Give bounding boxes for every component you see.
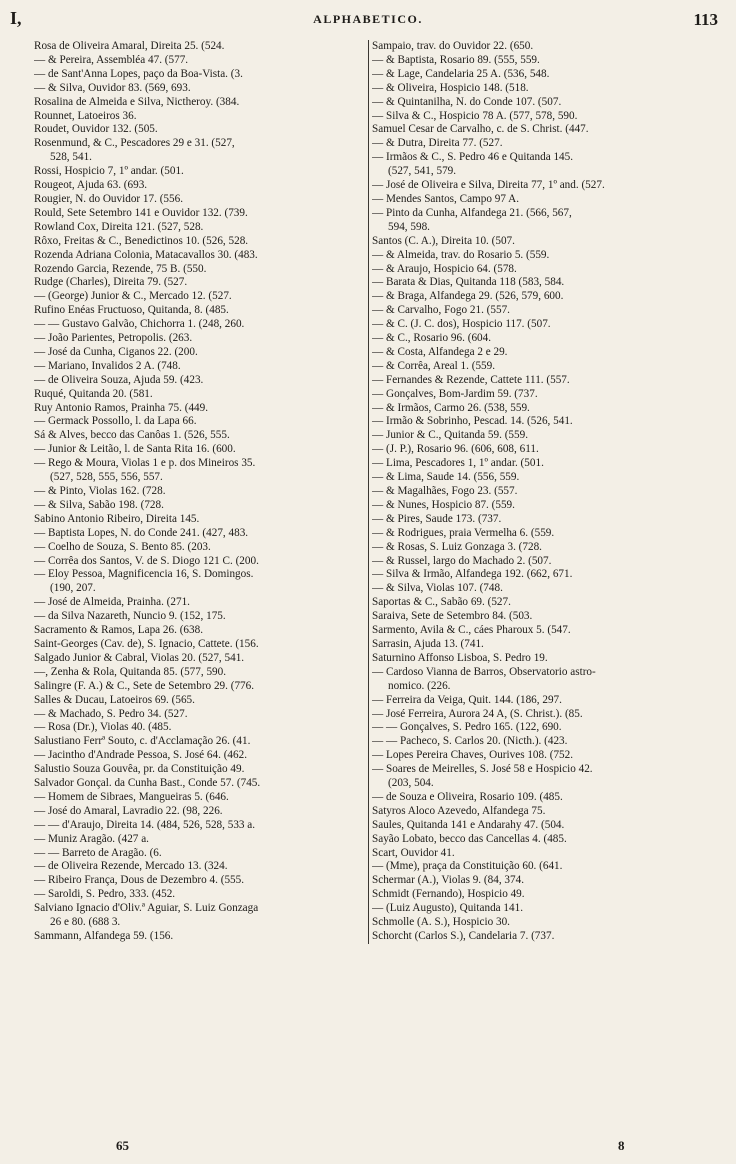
directory-entry-line: — (Luiz Augusto), Quitanda 141. xyxy=(372,902,524,915)
directory-entry-line: Saraiva, Sete de Setembro 84. (503. xyxy=(372,610,533,623)
directory-entry-line: — & C., Rosario 96. (604. xyxy=(372,332,492,345)
directory-entry-line: Rougeot, Ajuda 63. (693. xyxy=(34,179,148,192)
directory-entry-line: (203, 504. xyxy=(388,777,434,790)
directory-entry-line: Rosenmund, & C., Pescadores 29 e 31. (527, xyxy=(34,137,235,150)
directory-entry-line: — (George) Junior & C., Mercado 12. (527. xyxy=(34,290,232,303)
directory-entry-line: — — Barreto de Aragão. (6. xyxy=(34,846,162,859)
directory-entry-line: — (Mme), praça da Constituição 60. (641. xyxy=(372,860,563,873)
running-title: ALPHABETICO. xyxy=(313,12,423,26)
directory-entry-line: — Ferreira da Veiga, Quit. 144. (186, 297. xyxy=(372,693,562,706)
directory-entry-line: Sarrasin, Ajuda 13. (741. xyxy=(372,637,484,650)
directory-entry-line: 594, 598. xyxy=(388,220,430,233)
directory-entry-line: Santos (C. A.), Direita 10. (507. xyxy=(372,234,515,247)
right-column xyxy=(368,40,706,944)
directory-entry-line: — (J. P.), Rosario 96. (606, 608, 611. xyxy=(372,443,539,456)
directory-entry-line: Scart, Ouvidor 41. xyxy=(372,846,455,859)
directory-entry-line: — — Gonçalves, S. Pedro 165. (122, 690. xyxy=(372,721,562,734)
directory-entry-line: Sarmento, Avila & C., cáes Pharoux 5. (547. xyxy=(372,624,571,637)
directory-entry-line: — & Silva, Violas 107. (748. xyxy=(372,582,503,595)
directory-entry-line: — & Rosas, S. Luiz Gonzaga 3. (728. xyxy=(372,540,542,553)
directory-entry-line: — José Ferreira, Aurora 24 A, (S. Christ.). (85. xyxy=(372,707,583,720)
directory-entry-line: — & Russel, largo do Machado 2. (507. xyxy=(372,554,552,567)
directory-entry-line: — & Silva, Sabão 198. (728. xyxy=(34,498,164,511)
directory-entry-line: — da Silva Nazareth, Nuncio 9. (152, 175. xyxy=(34,610,226,623)
directory-entry-line: Sacramento & Ramos, Lapa 26. (638. xyxy=(34,624,204,637)
directory-entry-line: — & Pires, Saude 173. (737. xyxy=(372,512,502,525)
directory-entry-line: Sá & Alves, becco das Canôas 1. (526, 555. xyxy=(34,429,230,442)
directory-entry-line: — & Oliveira, Hospicio 148. (518. xyxy=(372,81,529,94)
directory-entry-line: Ruy Antonio Ramos, Prainha 75. (449. xyxy=(34,401,209,414)
directory-entry-line: (527, 541, 579. xyxy=(388,165,457,178)
directory-entry-line: — Germack Possollo, l. da Lapa 66. xyxy=(34,415,197,428)
directory-entry-line: Salustio Souza Gouvêa, pr. da Constituição 49. xyxy=(34,763,245,776)
directory-entry-line: Salingre (F. A.) & C., Sete de Setembro 29. (776. xyxy=(34,679,255,692)
directory-entry-line: — & Lima, Saude 14. (556, 559. xyxy=(372,471,520,484)
directory-entry-line: — & Pereira, Assembléa 47. (577. xyxy=(34,53,189,66)
directory-entry-line: — Saroldi, S. Pedro, 333. (452. xyxy=(34,888,176,901)
directory-entry-line: — de Oliveira Rezende, Mercado 13. (324. xyxy=(34,860,228,873)
directory-entry-line: — & Irmãos, Carmo 26. (538, 559. xyxy=(372,401,530,414)
directory-entry-line: — & Rodrigues, praia Vermelha 6. (559. xyxy=(372,526,555,539)
directory-entry-line: Rozenda Adriana Colonia, Matacavallos 30. (483. xyxy=(34,248,258,261)
directory-entry-line: — Homem de Sibraes, Mangueiras 5. (646. xyxy=(34,790,229,803)
directory-entry-line: — & Corrêa, Areal 1. (559. xyxy=(372,359,496,372)
directory-entry-line: — & Quintanilha, N. do Conde 107. (507. xyxy=(372,95,562,108)
directory-entry-line: — & Carvalho, Fogo 21. (557. xyxy=(372,304,510,317)
directory-entry-line: Ruqué, Quitanda 20. (581. xyxy=(34,387,153,400)
corner-mark: I, xyxy=(10,8,22,28)
directory-entry-line: — Eloy Pessoa, Magnificencia 16, S. Domingos. xyxy=(34,568,254,581)
directory-entry-line: Saportas & C., Sabão 69. (527. xyxy=(372,596,511,609)
directory-entry-line: nomico. (226. xyxy=(388,679,451,692)
directory-entry-line: — de Souza e Oliveira, Rosario 109. (485. xyxy=(372,790,563,803)
directory-entry-line: Samuel Cesar de Carvalho, c. de S. Christ. (447. xyxy=(372,123,589,136)
left-column xyxy=(34,40,368,944)
directory-entry-line: — de Oliveira Souza, Ajuda 59. (423. xyxy=(34,373,204,386)
directory-entry-line: — & Almeida, trav. do Rosario 5. (559. xyxy=(372,248,550,261)
directory-entry-line: — — Pacheco, S. Carlos 20. (Nicth.). (423. xyxy=(372,735,568,748)
directory-entry-line: (190, 207. xyxy=(50,582,96,595)
directory-entry-line: — & Silva, Ouvidor 83. (569, 693. xyxy=(34,81,191,94)
directory-entry-line: Schmolle (A. S.), Hospicio 30. xyxy=(372,916,510,929)
directory-entry-line: Satyros Aloco Azevedo, Alfandega 75. xyxy=(372,804,546,817)
directory-entry-line: — José de Oliveira e Silva, Direita 77, 1º and. (527. xyxy=(372,179,605,192)
directory-entry-line: — & C. (J. C. dos), Hospicio 117. (507. xyxy=(372,318,551,331)
directory-entry-line: — Muniz Aragão. (427 a. xyxy=(34,832,149,845)
directory-entry-line: — Barata & Dias, Quitanda 118 (583, 584. xyxy=(372,276,565,289)
page-number: 113 xyxy=(693,10,718,29)
directory-entry-line: — João Parientes, Petropolis. (263. xyxy=(34,332,193,345)
directory-entry-line: 528, 541. xyxy=(50,151,92,164)
directory-entry-line: — & Costa, Alfandega 2 e 29. xyxy=(372,345,508,358)
directory-entry-line: — Junior & C., Quitanda 59. (559. xyxy=(372,429,528,442)
directory-entry-line: Schorcht (Carlos S.), Candelaria 7. (737. xyxy=(372,930,555,942)
directory-entry-line: Schermar (A.), Violas 9. (84, 374. xyxy=(372,874,524,887)
directory-entry-line: —, Zenha & Rola, Quitanda 85. (577, 590. xyxy=(34,665,227,678)
directory-entry-line: Rougier, N. do Ouvidor 17. (556. xyxy=(34,192,184,205)
footer-signature-left: 65 xyxy=(116,1138,129,1153)
directory-entry-line: — Lopes Pereira Chaves, Ourives 108. (752. xyxy=(372,749,574,762)
directory-entry-line: Rosa de Oliveira Amaral, Direita 25. (524. xyxy=(34,40,225,52)
directory-entry-line: Sammann, Alfandega 59. (156. xyxy=(34,930,174,942)
directory-entry-line: Sampaio, trav. do Ouvidor 22. (650. xyxy=(372,40,534,52)
directory-entry-line: Saules, Quitanda 141 e Andarahy 47. (504. xyxy=(372,818,565,831)
directory-entry-line: — Pinto da Cunha, Alfandega 21. (566, 567, xyxy=(372,206,572,219)
directory-entry-line: — & Baptista, Rosario 89. (555, 559. xyxy=(372,53,540,66)
directory-entry-line: — Lima, Pescadores 1, 1º andar. (501. xyxy=(372,457,544,470)
directory-entry-line: — Soares de Meirelles, S. José 58 e Hospicio 42. xyxy=(372,763,593,776)
directory-entry-line: — Silva & C., Hospicio 78 A. (577, 578, 590. xyxy=(372,109,578,122)
directory-entry-line: Rould, Sete Setembro 141 e Ouvidor 132. (739. xyxy=(34,206,248,219)
directory-entry-line: Rufino Enéas Fructuoso, Quitanda, 8. (485. xyxy=(34,304,229,317)
directory-entry-line: Salvador Gonçal. da Cunha Bast., Conde 57. (745. xyxy=(34,777,261,790)
directory-entry-line: — Irmão & Sobrinho, Pescad. 14. (526, 541. xyxy=(372,415,573,428)
directory-entry-line: — Fernandes & Rezende, Cattete 111. (557. xyxy=(372,373,570,386)
directory-entry-line: Rosalina de Almeida e Silva, Nictheroy. (384. xyxy=(34,95,240,108)
directory-entry-line: — Mariano, Invalidos 2 A. (748. xyxy=(34,359,181,372)
directory-entry-line: Rounnet, Latoeiros 36. xyxy=(34,109,137,122)
directory-entry-line: Sayão Lobato, becco das Cancellas 4. (485. xyxy=(372,832,567,845)
directory-entry-line: Salgado Junior & Cabral, Violas 20. (527, 541. xyxy=(34,651,245,664)
directory-entry-line: Rowland Cox, Direita 121. (527, 528. xyxy=(34,220,204,233)
directory-entry-line: — Rosa (Dr.), Violas 40. (485. xyxy=(34,721,172,734)
directory-entry-line: — — d'Araujo, Direita 14. (484, 526, 528, 533 a. xyxy=(34,818,256,831)
directory-entry-line: — & Lage, Candelaria 25 A. (536, 548. xyxy=(372,67,550,80)
directory-entry-line: — José da Cunha, Ciganos 22. (200. xyxy=(34,345,198,358)
directory-entry-line: — Irmãos & C., S. Pedro 46 e Quitanda 145. xyxy=(372,151,574,164)
directory-entry-line: Salviano Ignacio d'Oliv.ª Aguiar, S. Luiz Gonzaga xyxy=(34,902,259,915)
directory-entry-line: — & Araujo, Hospicio 64. (578. xyxy=(372,262,517,275)
directory-entry-line: Saturnino Affonso Lisboa, S. Pedro 19. xyxy=(372,651,548,664)
directory-entry-line: — Ribeiro França, Dous de Dezembro 4. (555. xyxy=(34,874,245,887)
directory-entry-line: — Rego & Moura, Violas 1 e p. dos Mineiros 35. xyxy=(34,457,256,470)
directory-entry-line: — & Nunes, Hospicio 87. (559. xyxy=(372,498,515,511)
directory-entry-line: Rossi, Hospicio 7, 1º andar. (501. xyxy=(34,165,184,178)
directory-entry-line: — & Pinto, Violas 162. (728. xyxy=(34,485,166,497)
directory-entry-line: Schmidt (Fernando), Hospicio 49. xyxy=(372,888,525,901)
directory-entry-line: — Mendes Santos, Campo 97 A. xyxy=(372,192,519,205)
directory-entry-line: — José do Amaral, Lavradio 22. (98, 226. xyxy=(34,804,223,817)
directory-entry-line: — Jacintho d'Andrade Pessoa, S. José 64. (462. xyxy=(34,749,247,762)
directory-entry-line: — — Gustavo Galvão, Chichorra 1. (248, 260. xyxy=(34,318,245,331)
directory-entry-line: — Junior & Leitão, l. de Santa Rita 16. (600. xyxy=(34,443,236,456)
directory-entry-line: — de Sant'Anna Lopes, paço da Boa-Vista. (3. xyxy=(34,67,243,80)
directory-entry-line: — Cardoso Vianna de Barros, Observatorio astro- xyxy=(372,665,596,678)
directory-entry-line: Salles & Ducau, Latoeiros 69. (565. xyxy=(34,693,195,706)
directory-entry-line: — & Braga, Alfandega 29. (526, 579, 600. xyxy=(372,290,564,303)
directory-entry-line: Roudet, Ouvidor 132. (505. xyxy=(34,123,158,136)
directory-entry-line: Rozendo Garcia, Rezende, 75 B. (550. xyxy=(34,262,207,275)
directory-entry-line: — Silva & Irmão, Alfandega 192. (662, 671. xyxy=(372,568,573,581)
directory-entry-line: — & Magalhães, Fogo 23. (557. xyxy=(372,485,518,497)
directory-entry-line: Rudge (Charles), Direita 79. (527. xyxy=(34,276,188,289)
directory-entry-line: Salustiano Ferrª Souto, c. d'Acclamação 26. (41. xyxy=(34,735,251,748)
directory-entry-line: (527, 528, 555, 556, 557. xyxy=(50,471,163,484)
directory-entry-line: — Gonçalves, Bom-Jardim 59. (737. xyxy=(372,387,538,400)
footer-signature-right: 8 xyxy=(618,1138,625,1153)
page-header xyxy=(0,8,736,34)
directory-entry-line: Rôxo, Freitas & C., Benedictinos 10. (526, 528. xyxy=(34,234,249,247)
directory-entry-line: — José de Almeida, Prainha. (271. xyxy=(34,596,190,609)
directory-entry-line: — & Machado, S. Pedro 34. (527. xyxy=(34,707,188,720)
directory-entry-line: — Baptista Lopes, N. do Conde 241. (427, 483. xyxy=(34,526,249,539)
directory-entry-line: — Coelho de Souza, S. Bento 85. (203. xyxy=(34,540,211,553)
directory-entry-line: Saint-Georges (Cav. de), S. Ignacio, Cattete. (156. xyxy=(34,637,259,650)
directory-entry-line: — & Dutra, Direita 77. (527. xyxy=(372,137,503,150)
directory-entry-line: Sabino Antonio Ribeiro, Direita 145. xyxy=(34,512,200,525)
directory-entry-line: 26 e 80. (688 3. xyxy=(50,916,121,929)
directory-entry-line: — Corrêa dos Santos, V. de S. Diogo 121 C. (200. xyxy=(34,554,259,567)
